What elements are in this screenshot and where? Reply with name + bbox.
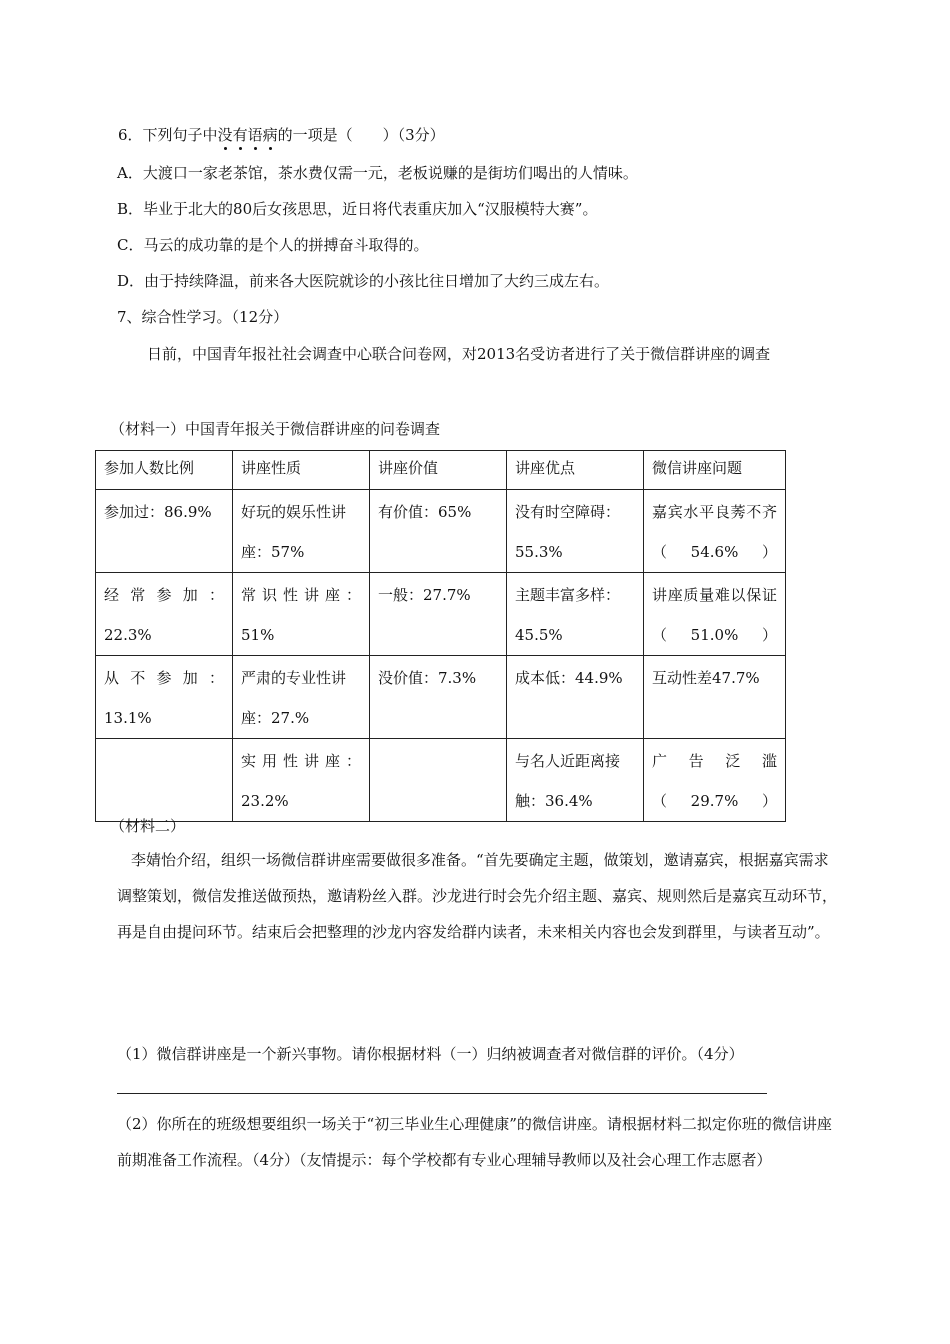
- table-cell: [96, 739, 233, 822]
- table-header-cell: 微信讲座问题: [644, 451, 786, 490]
- table-cell: 有价值：65%: [370, 490, 507, 573]
- table-row: [96, 490, 786, 573]
- sub-question-2: （2）你所在的班级想要组织一场关于“初三毕业生心理健康”的微信讲座。请根据材料二拟定你班的微信讲座前期准备工作流程。（4分）（友情提示：每个学校都有专业心理辅导教师以及社会心理工作志愿者）: [117, 1115, 832, 1169]
- table-header-cell: 参加人数比例: [96, 451, 233, 490]
- table-cell: 常识性讲座：51%: [233, 573, 370, 656]
- option-b: B．毕业于北大的80后女孩思思，近日将代表重庆加入“汉服模特大赛”。: [117, 200, 598, 218]
- table-cell: 从不参加：13.1%: [96, 656, 233, 739]
- table-header-cell: 讲座价值: [370, 451, 507, 490]
- table-row: [96, 573, 786, 656]
- table-cell: 成本低：44.9%: [507, 656, 644, 739]
- table-cell: 广告泛滥（29.7%）: [644, 739, 786, 822]
- table-header-cell: 讲座优点: [507, 451, 644, 490]
- option-d: D．由于持续降温，前来各大医院就诊的小孩比往日增加了大约三成左右。: [117, 272, 610, 290]
- table-cell: 实用性讲座：23.2%: [233, 739, 370, 822]
- table-cell: 没有时空障碍：55.3%: [507, 490, 644, 573]
- material-2-paragraph: 李婧怡介绍，组织一场微信群讲座需要做很多准备。“首先要确定主题，做策划，邀请嘉宾，根据嘉宾需求调整策划，微信发推送做预热，邀请粉丝入群。沙龙进行时会先介绍主题、嘉宾、规则然后是嘉宾互动环节，再是自由提问环节。结束后会把整理的沙龙内容发给群内读者，未来相关内容也会发到群里，与读者互动”。: [117, 851, 838, 941]
- material-2-title: （材料二）: [110, 817, 186, 835]
- table-row: [96, 739, 786, 822]
- emphasis-char: 没: [217, 126, 233, 144]
- question-7-title: 7、综合性学习。（12分）: [117, 308, 289, 326]
- material-1-title: （材料一）中国青年报关于微信群讲座的问卷调查: [110, 420, 441, 438]
- answer-line: [117, 1093, 767, 1094]
- sub-question-1: （1）微信群讲座是一个新兴事物。请你根据材料（一）归纳被调查者对微信群的评价。（4分）: [117, 1045, 744, 1063]
- table-cell: 互动性差47.7%: [644, 656, 786, 739]
- table-cell: 经常参加：22.3%: [96, 573, 233, 656]
- table-row: [96, 656, 786, 739]
- table-cell: 严肃的专业性讲座：27.%: [233, 656, 370, 739]
- table-cell: [370, 739, 507, 822]
- emphasis-char: 语: [247, 126, 263, 144]
- table-cell: 参加过：86.9%: [96, 490, 233, 573]
- option-a: A．大渡口一家老茶馆，茶水费仅需一元，老板说赚的是街坊们喝出的人情味。: [117, 164, 638, 182]
- question-6-stem-post: 的一项是（ ）（3分）: [277, 126, 445, 144]
- emphasis-char: 病: [262, 126, 278, 144]
- question-6-stem: [118, 124, 445, 145]
- table-cell: 主题丰富多样：45.5%: [507, 573, 644, 656]
- table-cell: 嘉宾水平良莠不齐（54.6%）: [644, 490, 786, 573]
- table-cell: 一般：27.7%: [370, 573, 507, 656]
- table-cell: 与名人近距离接触：36.4%: [507, 739, 644, 822]
- table-cell: 讲座质量难以保证（51.0%）: [644, 573, 786, 656]
- option-c: C．马云的成功靠的是个人的拼搏奋斗取得的。: [117, 236, 429, 254]
- table-header-cell: 讲座性质: [233, 451, 370, 490]
- question-6-stem-pre: 6．下列句子中: [118, 126, 218, 144]
- intro-paragraph: 日前，中国青年报社社会调查中心联合问卷网，对2013名受访者进行了关于微信群讲座的调查: [147, 345, 771, 363]
- emphasis-char: 有: [232, 126, 248, 144]
- table-cell: 好玩的娱乐性讲座：57%: [233, 490, 370, 573]
- table-cell: 没价值：7.3%: [370, 656, 507, 739]
- table-header-row: [96, 451, 786, 490]
- survey-table: [95, 450, 786, 822]
